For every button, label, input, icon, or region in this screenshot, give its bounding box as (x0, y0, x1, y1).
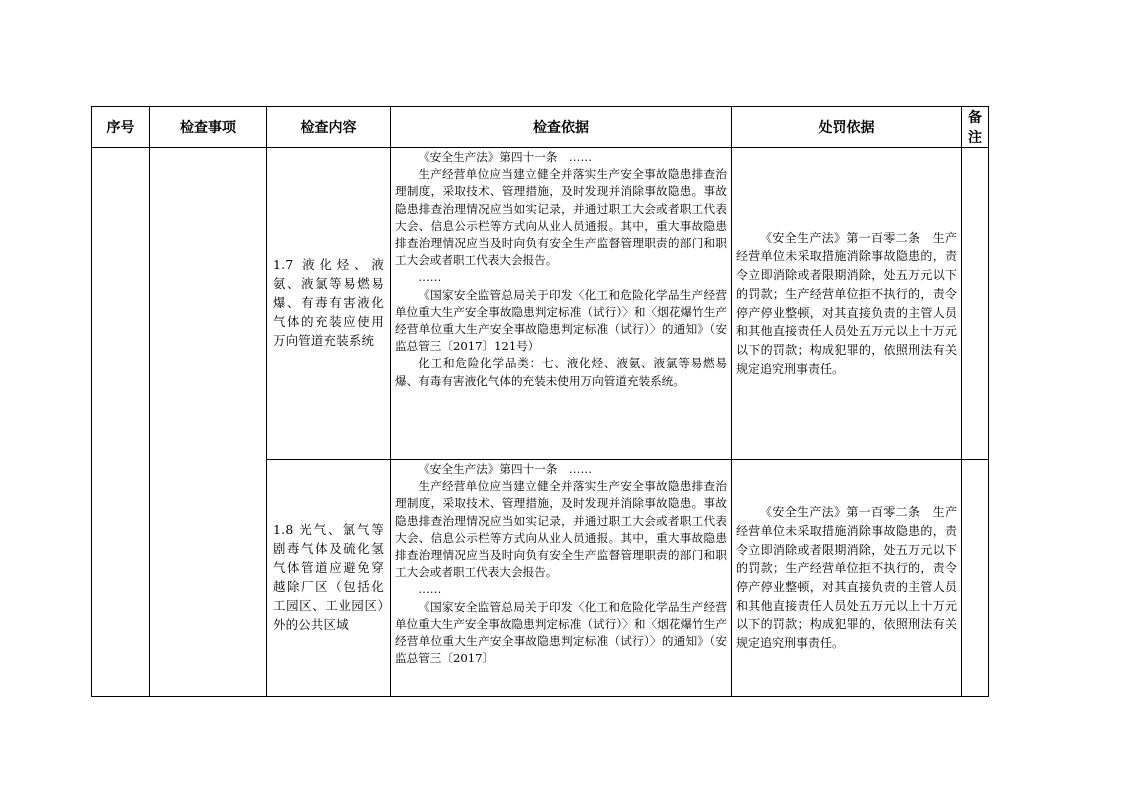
header-check-basis: 检查依据 (391, 107, 732, 148)
serial-no-cell (92, 148, 150, 697)
basis-notice-text: 化工和危险化学品类：七、液化烃、液氨、液氯等易燃易爆、有毒有害液化气体的充装未使用万向管道充装系统。 (395, 356, 727, 388)
check-basis-cell (391, 460, 732, 697)
header-check-content: 检查内容 (267, 107, 391, 148)
check-content-cell: 1.8 光气、氯气等剧毒气体及硫化氢气体管道应避免穿越除厂区（包括化工园区、工业园区）外的公共区域 (267, 460, 391, 697)
basis-ellipsis: …… (418, 270, 442, 285)
header-serial-no: 序号 (92, 107, 150, 148)
penalty-text: 《安全生产法》第一百零二条 生产经营单位未采取措施消除事故隐患的，责令立即消除或者限期消除，处五万元以下的罚款；生产经营单位拒不执行的，责令停产停业整顿，对其直接负责的主管人员和其他直接责任人员处五万元以上十万元以下的罚款；构成犯罪的，依照刑法有关规定追究刑事责任。 (736, 505, 957, 651)
header-penalty-basis: 处罚依据 (732, 107, 962, 148)
remark-cell (962, 148, 989, 460)
header-row (92, 107, 989, 148)
basis-law-article: 《安全生产法》第四十一条 …… (418, 462, 593, 476)
penalty-basis-cell (732, 148, 962, 460)
penalty-basis-cell (732, 460, 962, 697)
basis-notice-title: 《国家安全监管总局关于印发〈化工和危险化学品生产经营单位重大生产安全事故隐患判定标准（试行）〉和〈烟花爆竹生产经营单位重大生产安全事故隐患判定标准（试行）〉的通知》（安监总管三〔2017〕121号） (395, 287, 727, 354)
basis-ellipsis: …… (418, 582, 442, 597)
check-content-cell: 1.7 液化烃、液氨、液氯等易燃易爆、有毒有害液化气体的充装应使用万向管道充装系统 (267, 148, 391, 460)
remark-cell (962, 460, 989, 697)
table-row (92, 148, 989, 460)
basis-law-text: 生产经营单位应当建立健全并落实生产安全事故隐患排查治理制度，采取技术、管理措施，及时发现并消除事故隐患。事故隐患排查治理情况应当如实记录，并通过职工大会或者职工代表大会、信息公示栏等方式向从业人员通报。其中，重大事故隐患排查治理情况应当及时向负有安全生产监督管理职责的部门和职工大会或者职工代表大会报告。 (395, 479, 727, 580)
header-check-item: 检查事项 (150, 107, 267, 148)
inspection-table (91, 106, 989, 697)
check-item-cell (150, 148, 267, 697)
penalty-text: 《安全生产法》第一百零二条 生产经营单位未采取措施消除事故隐患的，责令立即消除或者限期消除，处五万元以下的罚款；生产经营单位拒不执行的，责令停产停业整顿，对其直接负责的主管人员和其他直接责任人员处五万元以上十万元以下的罚款；构成犯罪的，依照刑法有关规定追究刑事责任。 (736, 230, 957, 376)
basis-law-text: 生产经营单位应当建立健全并落实生产安全事故隐患排查治理制度，采取技术、管理措施，及时发现并消除事故隐患。事故隐患排查治理情况应当如实记录，并通过职工大会或者职工代表大会、信息公示栏等方式向从业人员通报。其中，重大事故隐患排查治理情况应当及时向负有安全生产监督管理职责的部门和职工大会或者职工代表大会报告。 (395, 167, 727, 268)
basis-law-article: 《安全生产法》第四十一条 …… (418, 150, 593, 164)
header-remark: 备注 (962, 107, 989, 148)
check-basis-cell (391, 148, 732, 460)
basis-notice-title: 《国家安全监管总局关于印发〈化工和危险化学品生产经营单位重大生产安全事故隐患判定标准（试行）〉和〈烟花爆竹生产经营单位重大生产安全事故隐患判定标准（试行）〉的通知》（安监总管三〔2017〕 (395, 599, 727, 666)
